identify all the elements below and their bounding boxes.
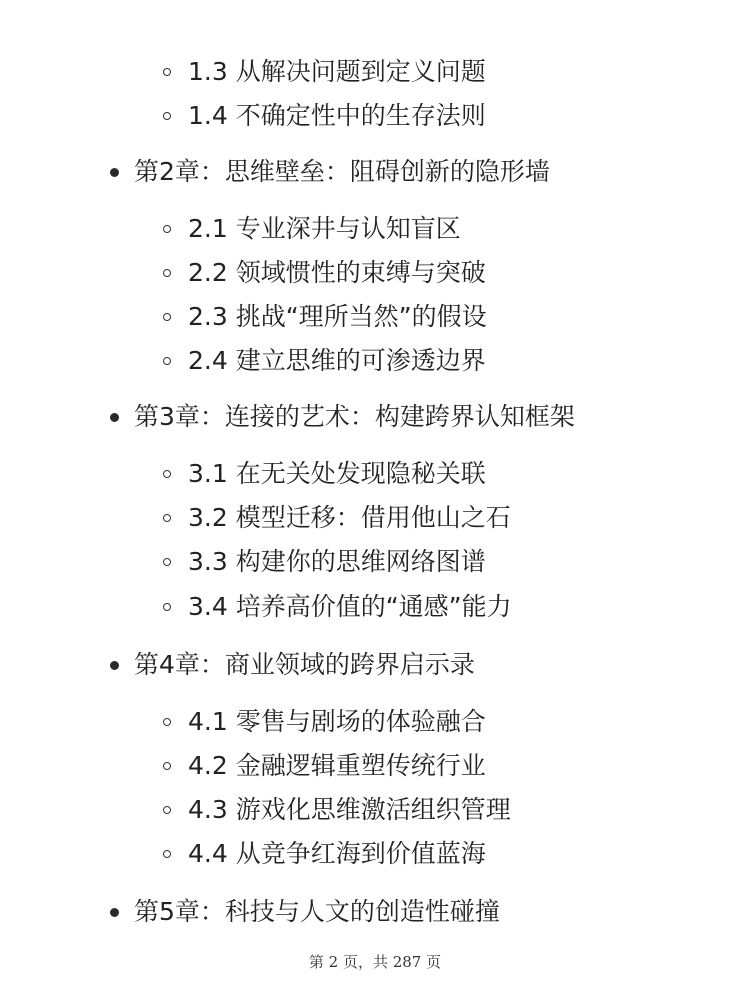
toc-item-label: 4.2 金融逻辑重塑传统行业 <box>188 751 486 780</box>
toc-item-label: 2.2 领域惯性的束缚与突破 <box>188 258 486 287</box>
toc-item-label: 1.4 不确定性中的生存法则 <box>188 101 486 130</box>
filled-bullet-icon <box>110 661 119 670</box>
hollow-bullet-icon <box>163 718 171 726</box>
toc-item-label: 2.4 建立思维的可渗透边界 <box>188 346 486 375</box>
toc-item-label: 第4章：商业领域的跨界启示录 <box>134 650 475 679</box>
hollow-bullet-icon <box>163 514 171 522</box>
page-number: 第 2 页，共 287 页 <box>308 953 442 971</box>
hollow-bullet-icon <box>163 225 171 233</box>
toc-item-label: 2.1 专业深井与认知盲区 <box>188 214 461 243</box>
hollow-bullet-icon <box>163 762 171 770</box>
hollow-bullet-icon <box>163 603 171 611</box>
toc-item-label: 3.4 培养高价值的“通感”能力 <box>188 592 512 621</box>
hollow-bullet-icon <box>163 850 171 858</box>
hollow-bullet-icon <box>163 470 171 478</box>
filled-bullet-icon <box>110 908 119 917</box>
hollow-bullet-icon <box>163 558 171 566</box>
hollow-bullet-icon <box>163 806 171 814</box>
hollow-bullet-icon <box>163 269 171 277</box>
filled-bullet-icon <box>110 168 119 177</box>
toc-item-label: 2.3 挑战“理所当然”的假设 <box>188 302 487 331</box>
toc-item-label: 4.3 游戏化思维激活组织管理 <box>188 795 511 824</box>
hollow-bullet-icon <box>163 112 171 120</box>
toc-item-label: 1.3 从解决问题到定义问题 <box>188 57 486 86</box>
toc-item-label: 第3章：连接的艺术：构建跨界认知框架 <box>134 402 575 431</box>
toc-item-label: 3.1 在无关处发现隐秘关联 <box>188 459 486 488</box>
hollow-bullet-icon <box>163 357 171 365</box>
hollow-bullet-icon <box>163 68 171 76</box>
toc-item-label: 4.1 零售与剧场的体验融合 <box>188 707 486 736</box>
filled-bullet-icon <box>110 413 119 422</box>
toc-item-label: 第5章：科技与人文的创造性碰撞 <box>134 897 500 926</box>
toc-item-label: 第2章：思维壁垒：阻碍创新的隐形墙 <box>134 157 550 186</box>
toc-item-label: 4.4 从竞争红海到价值蓝海 <box>188 839 486 868</box>
toc-item-label: 3.2 模型迁移：借用他山之石 <box>188 503 511 532</box>
toc-item-label: 3.3 构建你的思维网络图谱 <box>188 547 486 576</box>
hollow-bullet-icon <box>163 313 171 321</box>
